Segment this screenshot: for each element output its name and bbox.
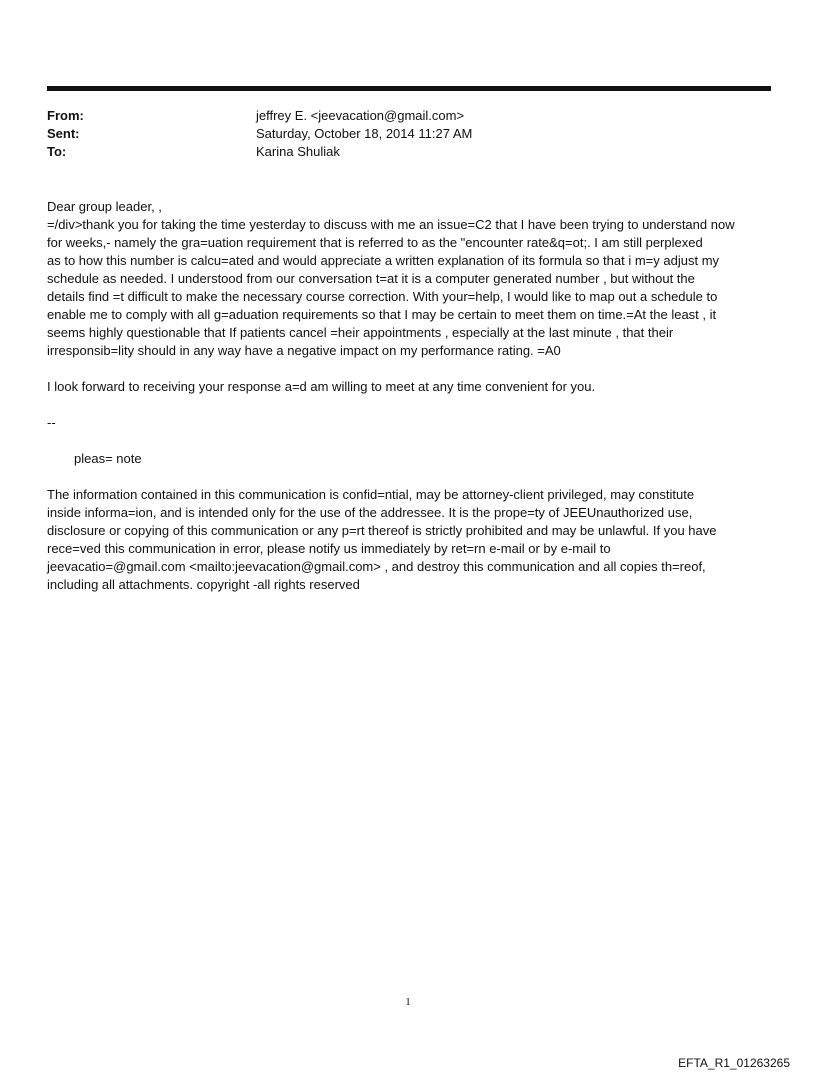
header-divider bbox=[47, 86, 771, 91]
disclaimer-line: The information contained in this communication is confid=ntial, may be attorney-client privileged, may constitute bbox=[47, 487, 695, 502]
signature-separator: -- bbox=[47, 415, 56, 430]
paragraph-line: schedule as needed. I understood from our conversation t=at it is a computer generated number , but without the bbox=[47, 271, 695, 286]
message-paragraph-2: I look forward to receiving your response a=d am willing to meet at any time convenient for you. bbox=[47, 379, 596, 394]
from-label: From: bbox=[47, 108, 84, 123]
paragraph-line: =/div>thank you for taking the time yesterday to discuss with me an issue=C2 that I have been trying to understand now bbox=[47, 217, 735, 232]
disclaimer-line: including all attachments. copyright -all rights reserved bbox=[47, 577, 360, 592]
from-row bbox=[47, 107, 771, 125]
email-header bbox=[47, 107, 771, 161]
paragraph-line: irresponsib=lity should in any way have a negative impact on my performance rating. =A0 bbox=[47, 343, 561, 358]
paragraph-line: for weeks,- namely the gra=uation requirement that is referred to as the "encounter rate&q=ot;. I am still perplexed bbox=[47, 235, 703, 250]
disclaimer-line: jeevacatio=@gmail.com <mailto:jeevacation@gmail.com> , and destroy this communication and all copies th=reof, bbox=[47, 559, 706, 574]
greeting: Dear group leader, , bbox=[47, 199, 162, 214]
to-label: To: bbox=[47, 144, 67, 159]
email-body bbox=[47, 198, 777, 594]
message-paragraph-1 bbox=[47, 216, 777, 360]
to-value: Karina Shuliak bbox=[256, 144, 340, 159]
paragraph-line: seems highly questionable that If patients cancel =heir appointments , especially at the last minute , that their bbox=[47, 325, 674, 340]
paragraph-line: enable me to comply with all g=aduation requirements so that I may be certain to meet them on time.=At the least , it bbox=[47, 307, 717, 322]
disclaimer-line: inside informa=ion, and is intended only for the use of the addressee. It is the prope=ty of JEEUnauthorized use, bbox=[47, 505, 693, 520]
disclaimer-line: rece=ved this communication in error, please notify us immediately by ret=rn e-mail or by e-mail to bbox=[47, 541, 611, 556]
to-row bbox=[47, 143, 771, 161]
disclaimer bbox=[47, 486, 777, 594]
paragraph-line: as to how this number is calcu=ated and would appreciate a written explanation of its formula so that i m=y adjust my bbox=[47, 253, 720, 268]
sent-row bbox=[47, 125, 771, 143]
document-id: EFTA_R1_01263265 bbox=[678, 1056, 790, 1070]
sent-value: Saturday, October 18, 2014 11:27 AM bbox=[256, 126, 473, 141]
from-value: jeffrey E. <jeevacation@gmail.com> bbox=[256, 108, 465, 123]
page-number: 1 bbox=[405, 996, 411, 1008]
sent-label: Sent: bbox=[47, 126, 80, 141]
paragraph-line: details find =t difficult to make the necessary course correction. With your=help, I would like to map out a schedule to bbox=[47, 289, 718, 304]
disclaimer-line: disclosure or copying of this communication or any p=rt thereof is strictly prohibited and may be unlawful. If you have bbox=[47, 523, 717, 538]
note-line: pleas= note bbox=[74, 451, 142, 466]
